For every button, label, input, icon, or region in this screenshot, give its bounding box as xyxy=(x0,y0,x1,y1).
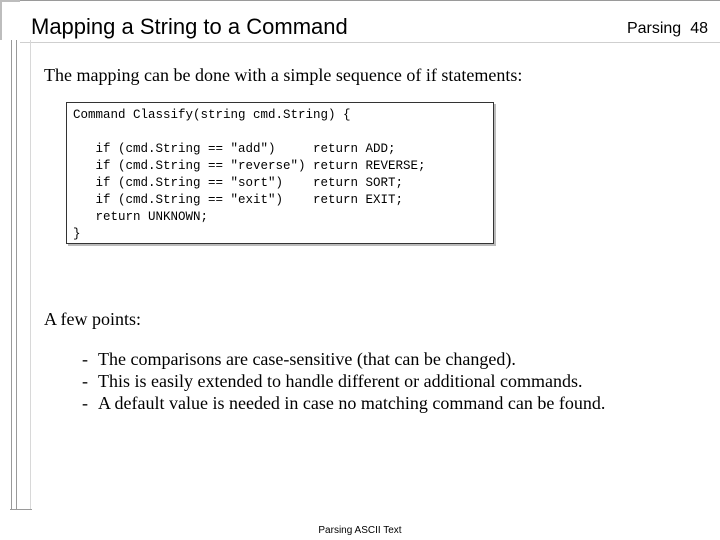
bullet-list xyxy=(82,348,605,414)
code-line: if (cmd.String == "add") return ADD; xyxy=(73,142,396,156)
bullet-text: This is easily extended to handle different or additional commands. xyxy=(98,371,583,391)
list-item xyxy=(82,348,605,370)
frame-corner xyxy=(0,0,20,40)
frame-left-line xyxy=(11,40,12,510)
frame-bottom-tick xyxy=(10,509,32,510)
code-line: return UNKNOWN; xyxy=(73,210,209,224)
list-item xyxy=(82,392,605,414)
slide-title: Mapping a String to a Command xyxy=(31,14,348,39)
section-page-label xyxy=(627,18,708,40)
title-underline xyxy=(20,42,720,43)
code-block xyxy=(66,102,494,244)
frame-top-line xyxy=(0,0,720,1)
frame-left-line-light xyxy=(30,40,31,510)
code-line: if (cmd.String == "sort") return SORT; xyxy=(73,176,404,190)
frame-left-line-inner xyxy=(16,40,17,510)
code-line: if (cmd.String == "exit") return EXIT; xyxy=(73,193,404,207)
intro-text: The mapping can be done with a simple sequence of if statements: xyxy=(44,65,523,85)
points-heading: A few points: xyxy=(44,309,141,329)
code-line: } xyxy=(73,227,81,241)
list-item xyxy=(82,370,605,392)
bullet-text: The comparisons are case-sensitive (that can be changed). xyxy=(98,349,516,369)
bullet-dash: - xyxy=(82,371,88,391)
slide-footer: Parsing ASCII Text xyxy=(318,525,402,536)
bullet-dash: - xyxy=(82,393,88,413)
code-line xyxy=(73,124,493,141)
code-line: Command Classify(string cmd.String) { xyxy=(73,108,351,122)
bullet-dash: - xyxy=(82,349,88,369)
section-name: Parsing xyxy=(626,20,682,37)
page-number: 48 xyxy=(690,20,708,37)
code-line: if (cmd.String == "reverse") return REVERSE; xyxy=(73,159,426,173)
bullet-text: A default value is needed in case no matching command can be found. xyxy=(98,393,606,413)
